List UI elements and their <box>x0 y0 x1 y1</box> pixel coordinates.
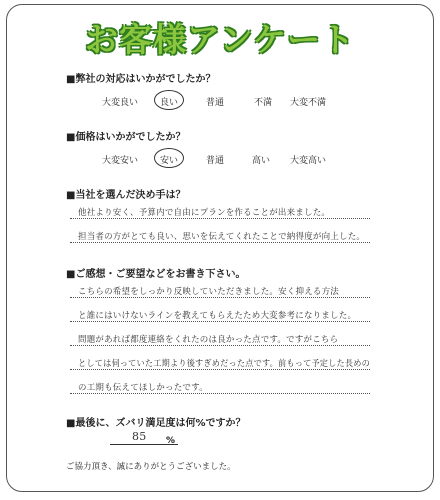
option-very-expensive[interactable]: 大変高い <box>290 156 327 166</box>
percent-sign: % <box>166 436 176 446</box>
option-normal[interactable]: 普通 <box>206 156 225 166</box>
question-deciding-factor: ■当社を選んだ決め手は？ <box>66 190 186 201</box>
satisfaction-underline <box>110 444 178 445</box>
question-comments: ■ご感想・ご要望などをお書き下さい。 <box>66 269 246 280</box>
option-normal[interactable]: 普通 <box>206 98 225 108</box>
handwritten-answer: の工期も伝えてほしかったです。 <box>78 383 208 393</box>
option-cheap[interactable]: 安い <box>160 153 178 166</box>
answer-line <box>70 242 370 243</box>
option-very-good[interactable]: 大変良い <box>102 98 139 108</box>
thanks-message: ご協力頂き、誠にありがとうございました。 <box>66 462 236 472</box>
option-very-dissatisfied[interactable]: 大変不満 <box>290 98 327 108</box>
handwritten-answer: 他社より安く、予算内で自由にプランを作ることが出来ました。 <box>78 208 331 218</box>
question-service: ■弊社の対応はいかがでしたか？ <box>66 74 216 85</box>
answer-line <box>70 369 370 370</box>
handwritten-answer: こちらの希望をしっかり反映していただきました。安く抑える方法 <box>78 287 340 297</box>
answer-line <box>70 345 370 346</box>
question-price: ■価格はいかがでしたか？ <box>66 132 186 143</box>
handwritten-answer: としては伺っていた工期より後すぎめだった点です。前もって予定した長めの <box>78 359 370 369</box>
satisfaction-value: 85 <box>132 430 147 443</box>
handwritten-answer: 問題があれば都度連絡をくれたのは良かった点です。ですがこちら <box>78 335 339 345</box>
selection-circle <box>154 148 184 168</box>
question-satisfaction: ■最後に、ズバリ満足度は何%ですか？ <box>66 418 246 429</box>
option-dissatisfied[interactable]: 不満 <box>254 98 273 108</box>
selection-circle <box>154 90 184 110</box>
answer-line <box>70 297 370 298</box>
survey-title: お客様アンケート <box>84 20 356 59</box>
option-expensive[interactable]: 高い <box>252 156 271 166</box>
answer-line <box>70 321 370 322</box>
answer-line <box>70 393 370 394</box>
answer-line <box>70 218 370 219</box>
handwritten-answer: と誰にはいけないラインを教えてもらえたため大変参考になりました。 <box>78 311 357 321</box>
option-very-cheap[interactable]: 大変安い <box>102 156 139 166</box>
option-good[interactable]: 良い <box>160 95 178 108</box>
handwritten-answer: 担当者の方がとても良い、思いを伝えてくれたことで納得度が向上した。 <box>78 232 366 242</box>
